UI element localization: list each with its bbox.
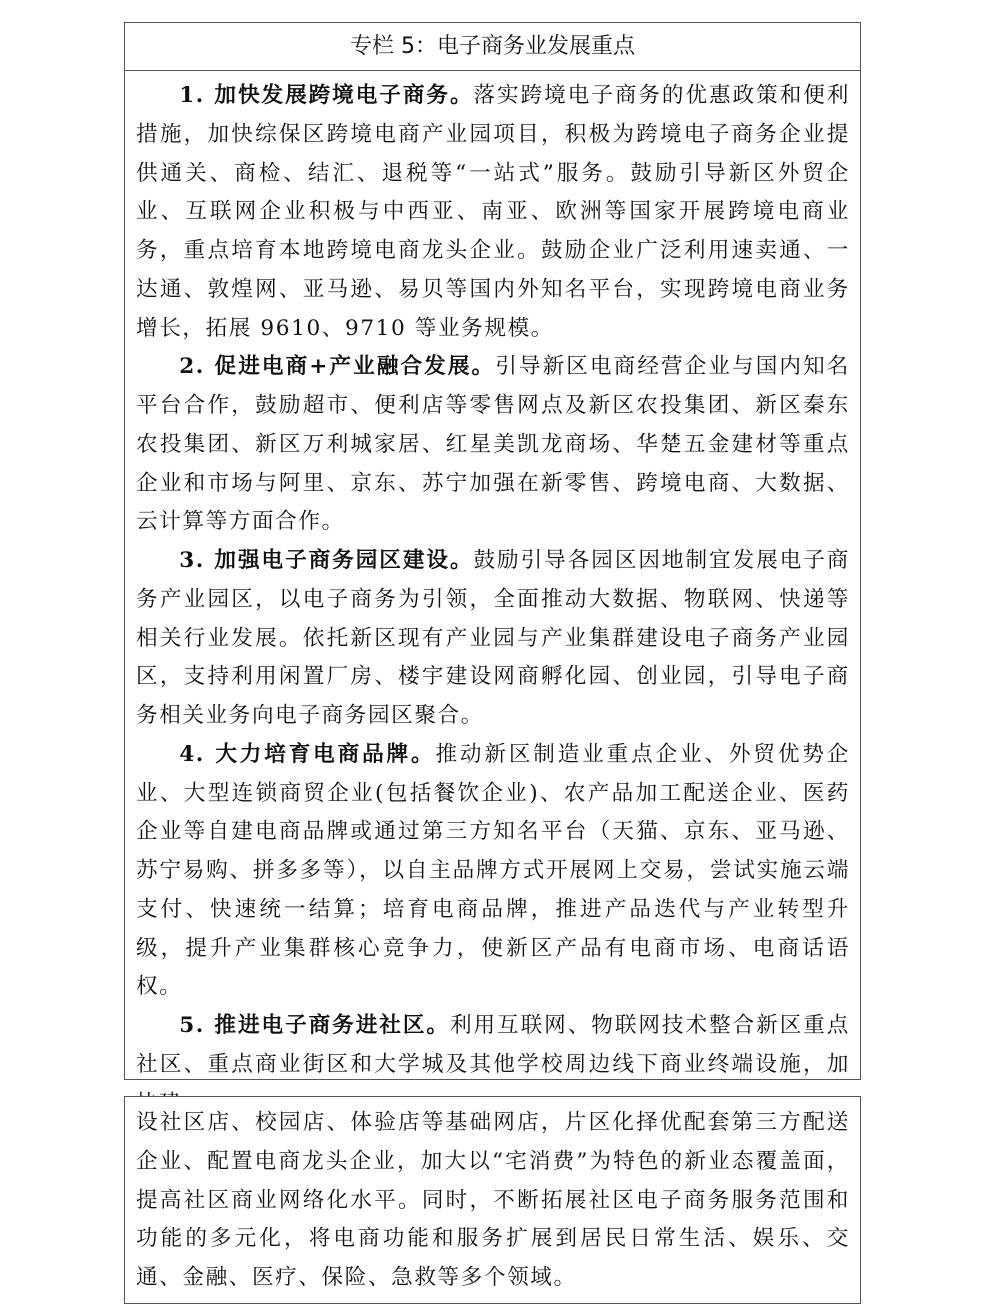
item-text: 引导新区电商经营企业与国内知名平台合作，鼓励超市、便利店等零售网点及新区农投集团、新区秦东农投集团、新区万利城家居、红星美凯龙商场、华楚五金建材等重点企业和市场与阿里、京东、苏宁加强在新零售、跨境电商、大数据、云计算等方面合作。 <box>136 354 850 535</box>
item-heading: 3. 加强电子商务园区建设。 <box>179 548 474 573</box>
item-heading: 2. 促进电商+产业融合发展。 <box>179 354 496 380</box>
item-text: 利用互联网、物联网技术整合新区重点社区、重点商业街区和大学城及其他学校周边线下商业终端设施，加 <box>136 1013 850 1077</box>
column-box <box>124 22 861 1080</box>
paragraph-4 <box>136 736 850 1007</box>
continuation-box <box>124 1096 861 1304</box>
paragraph-1 <box>136 77 850 348</box>
continuation-paragraph: 设社区店、校园店、体验店等基础网店，片区化择优配套第三方配送企业、配置电商龙头企业，加大以“宅消费”为特色的新业态覆盖面，提高社区商业网络化水平。同时，不断拓展社区电子商务服务范围和功能的多元化，将电商功能和服务扩展到居民日常生活、娱乐、交通、金融、医疗、保险、急救等多个领域。 <box>136 1110 850 1290</box>
box-body <box>125 1097 860 1298</box>
item-text: 落实跨境电子商务的优惠政策和便利措施，加快综保区跨境电商产业园项目，积极为跨境电子商务企业提供通关、商检、结汇、退税等“一站式”服务。鼓励引导新区外贸企业、互联网企业积极与中西亚、南亚、欧洲等国家开展跨境电商业务，重点培育本地跨境电商龙头企业。鼓励企业广泛利用速卖通、一达通、敦煌网、亚马逊、易贝等国内外知名平台，实现跨境电商业务增长，拓展 9610、9710 等业务规模。 <box>136 83 850 341</box>
item-text: 推动新区制造业重点企业、外贸优势企业、大型连锁商贸企业(包括餐饮企业)、农产品加工配送企业、医药企业等自建电商品牌或通过第三方知名平台（天猫、京东、亚马逊、苏宁易购、拼多多等），以自主品牌方式开展网上交易，尝试实施云端支付、快速统一结算；培育电商品牌，推进产品迭代与产业转型升级，提升产业集群核心竞争力，使新区产品有电商市场、电商话语权。 <box>136 741 850 1000</box>
box-body <box>125 71 860 1123</box>
paragraph-3 <box>136 542 850 736</box>
item-heading: 1. 加快发展跨境电子商务。 <box>179 83 474 108</box>
item-text: 鼓励引导各园区因地制宜发展电子商务产业园区，以电子商务为引领，全面推动大数据、物联网、快递等相关行业发展。依托新区现有产业园与产业集群建设电子商务产业园区，支持利用闲置厂房、楼宇建设网商孵化园、创业园，引导电子商务相关业务向电子商务园区聚合。 <box>136 548 850 728</box>
item-heading: 4. 大力培育电商品牌。 <box>179 741 436 767</box>
box-title: 专栏 5：电子商务业发展重点 <box>125 23 860 71</box>
paragraph-2 <box>136 348 850 542</box>
item-heading: 5. 推进电子商务进社区。 <box>179 1013 450 1038</box>
